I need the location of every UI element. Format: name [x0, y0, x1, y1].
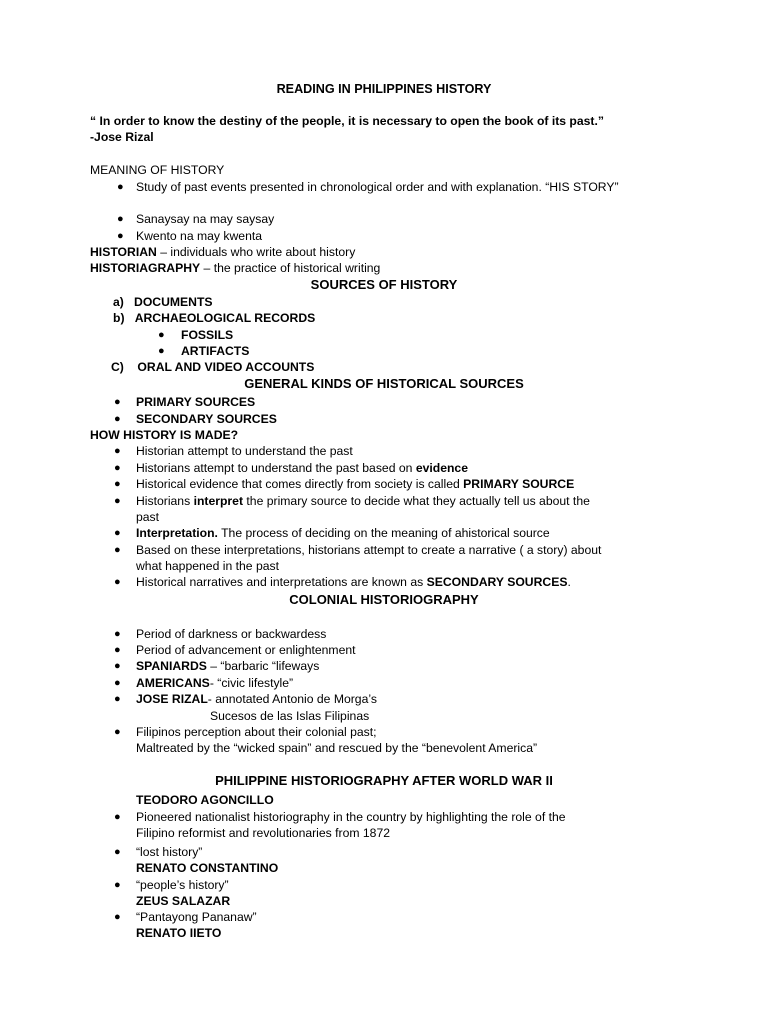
bullet-icon: ●: [114, 911, 121, 923]
historian-name-agoncillo: TEODORO AGONCILLO: [136, 793, 274, 807]
meaning-item-2: Sanaysay na may saysay: [136, 212, 275, 226]
meaning-item-1: Study of past events presented in chronological order and with explanation. “HIS STORY”: [136, 180, 619, 194]
sources-heading: SOURCES OF HISTORY: [310, 277, 458, 292]
sources-subitem-2: ARTIFACTS: [181, 344, 250, 358]
historian-name-constantino: RENATO CONSTANTINO: [136, 861, 279, 875]
postwar-item-4: “Pantayong Pananaw”: [136, 910, 257, 924]
bullet-icon: ●: [117, 213, 124, 225]
historiography-definition: HISTORIAGRAPHY – the practice of historical writing: [90, 261, 381, 275]
bullet-icon: ●: [117, 181, 124, 193]
bullet-icon: ●: [158, 345, 165, 357]
bullet-icon: ●: [117, 230, 124, 242]
made-item-5: Interpretation. The process of deciding on the meaning of ahistorical source: [136, 526, 550, 540]
bullet-icon: ●: [114, 879, 121, 891]
kinds-item-2: SECONDARY SOURCES: [136, 412, 277, 426]
colonial-item-2: Period of advancement or enlightenment: [136, 643, 356, 657]
colonial-item-4: AMERICANS- “civic lifestyle”: [136, 676, 294, 690]
made-item-6: Based on these interpretations, historians attempt to create a narrative ( a story) about: [136, 543, 602, 557]
historian-name-salazar: ZEUS SALAZAR: [136, 894, 231, 908]
colonial-heading: COLONIAL HISTORIOGRAPHY: [289, 592, 479, 607]
bullet-icon: ●: [114, 527, 121, 539]
quote-author: -Jose Rizal: [90, 130, 154, 144]
sources-item-c: C) ORAL AND VIDEO ACCOUNTS: [111, 360, 315, 374]
kinds-item-1: PRIMARY SOURCES: [136, 395, 256, 409]
colonial-item-6: Filipinos perception about their colonial past;: [136, 725, 377, 739]
made-item-1: Historian attempt to understand the past: [136, 444, 353, 458]
meaning-item-3: Kwento na may kwenta: [136, 229, 263, 243]
sources-item-a: a) DOCUMENTS: [113, 295, 213, 309]
made-item-4: Historians interpret the primary source to decide what they actually tell us about the: [136, 494, 590, 508]
quote-text: “ In order to know the destiny of the people, it is necessary to open the book of its past.”: [90, 114, 604, 128]
made-heading: HOW HISTORY IS MADE?: [90, 428, 239, 442]
made-item-4-cont: past: [136, 510, 160, 524]
bullet-icon: ●: [114, 576, 121, 588]
bullet-icon: ●: [114, 644, 121, 656]
meaning-heading: MEANING OF HISTORY: [90, 163, 225, 177]
made-item-6-cont: what happened in the past: [136, 559, 279, 573]
bullet-icon: ●: [114, 445, 121, 457]
bullet-icon: ●: [114, 544, 121, 556]
made-item-7: Historical narratives and interpretations are known as SECONDARY SOURCES.: [136, 575, 571, 589]
bullet-icon: ●: [114, 677, 121, 689]
colonial-item-6-cont: Maltreated by the “wicked spain” and rescued by the “benevolent America”: [136, 741, 538, 755]
kinds-heading: GENERAL KINDS OF HISTORICAL SOURCES: [244, 376, 524, 391]
colonial-item-3: SPANIARDS – “barbaric “lifeways: [136, 659, 320, 673]
bullet-icon: ●: [114, 628, 121, 640]
bullet-icon: ●: [114, 413, 121, 425]
colonial-item-1: Period of darkness or backwardess: [136, 627, 327, 641]
postwar-item-1-cont: Filipino reformist and revolutionaries from 1872: [136, 826, 391, 840]
made-item-2: Historians attempt to understand the past based on evidence: [136, 461, 468, 475]
made-item-3: Historical evidence that comes directly from society is called PRIMARY SOURCE: [136, 477, 575, 491]
bullet-icon: ●: [114, 726, 121, 738]
colonial-item-5-cont: Sucesos de las Islas Filipinas: [210, 709, 370, 723]
postwar-item-2: “lost history”: [136, 845, 203, 859]
postwar-item-3: “people’s history”: [136, 878, 229, 892]
colonial-item-5: JOSE RIZAL- annotated Antonio de Morga’s: [136, 692, 377, 706]
historian-definition: HISTORIAN – individuals who write about history: [90, 245, 356, 259]
bullet-icon: ●: [114, 846, 121, 858]
sources-item-b: b) ARCHAEOLOGICAL RECORDS: [113, 311, 316, 325]
sources-subitem-1: FOSSILS: [181, 328, 234, 342]
bullet-icon: ●: [114, 478, 121, 490]
bullet-icon: ●: [114, 811, 121, 823]
bullet-icon: ●: [114, 396, 121, 408]
historian-name-ileto: RENATO IIETO: [136, 926, 222, 940]
postwar-heading: PHILIPPINE HISTORIOGRAPHY AFTER WORLD WAR II: [215, 773, 553, 788]
bullet-icon: ●: [114, 660, 121, 672]
bullet-icon: ●: [114, 495, 121, 507]
postwar-item-1: Pioneered nationalist historiography in the country by highlighting the role of the: [136, 810, 566, 824]
bullet-icon: ●: [158, 329, 165, 341]
document-title: READING IN PHILIPPINES HISTORY: [276, 82, 492, 96]
bullet-icon: ●: [114, 462, 121, 474]
bullet-icon: ●: [114, 693, 121, 705]
